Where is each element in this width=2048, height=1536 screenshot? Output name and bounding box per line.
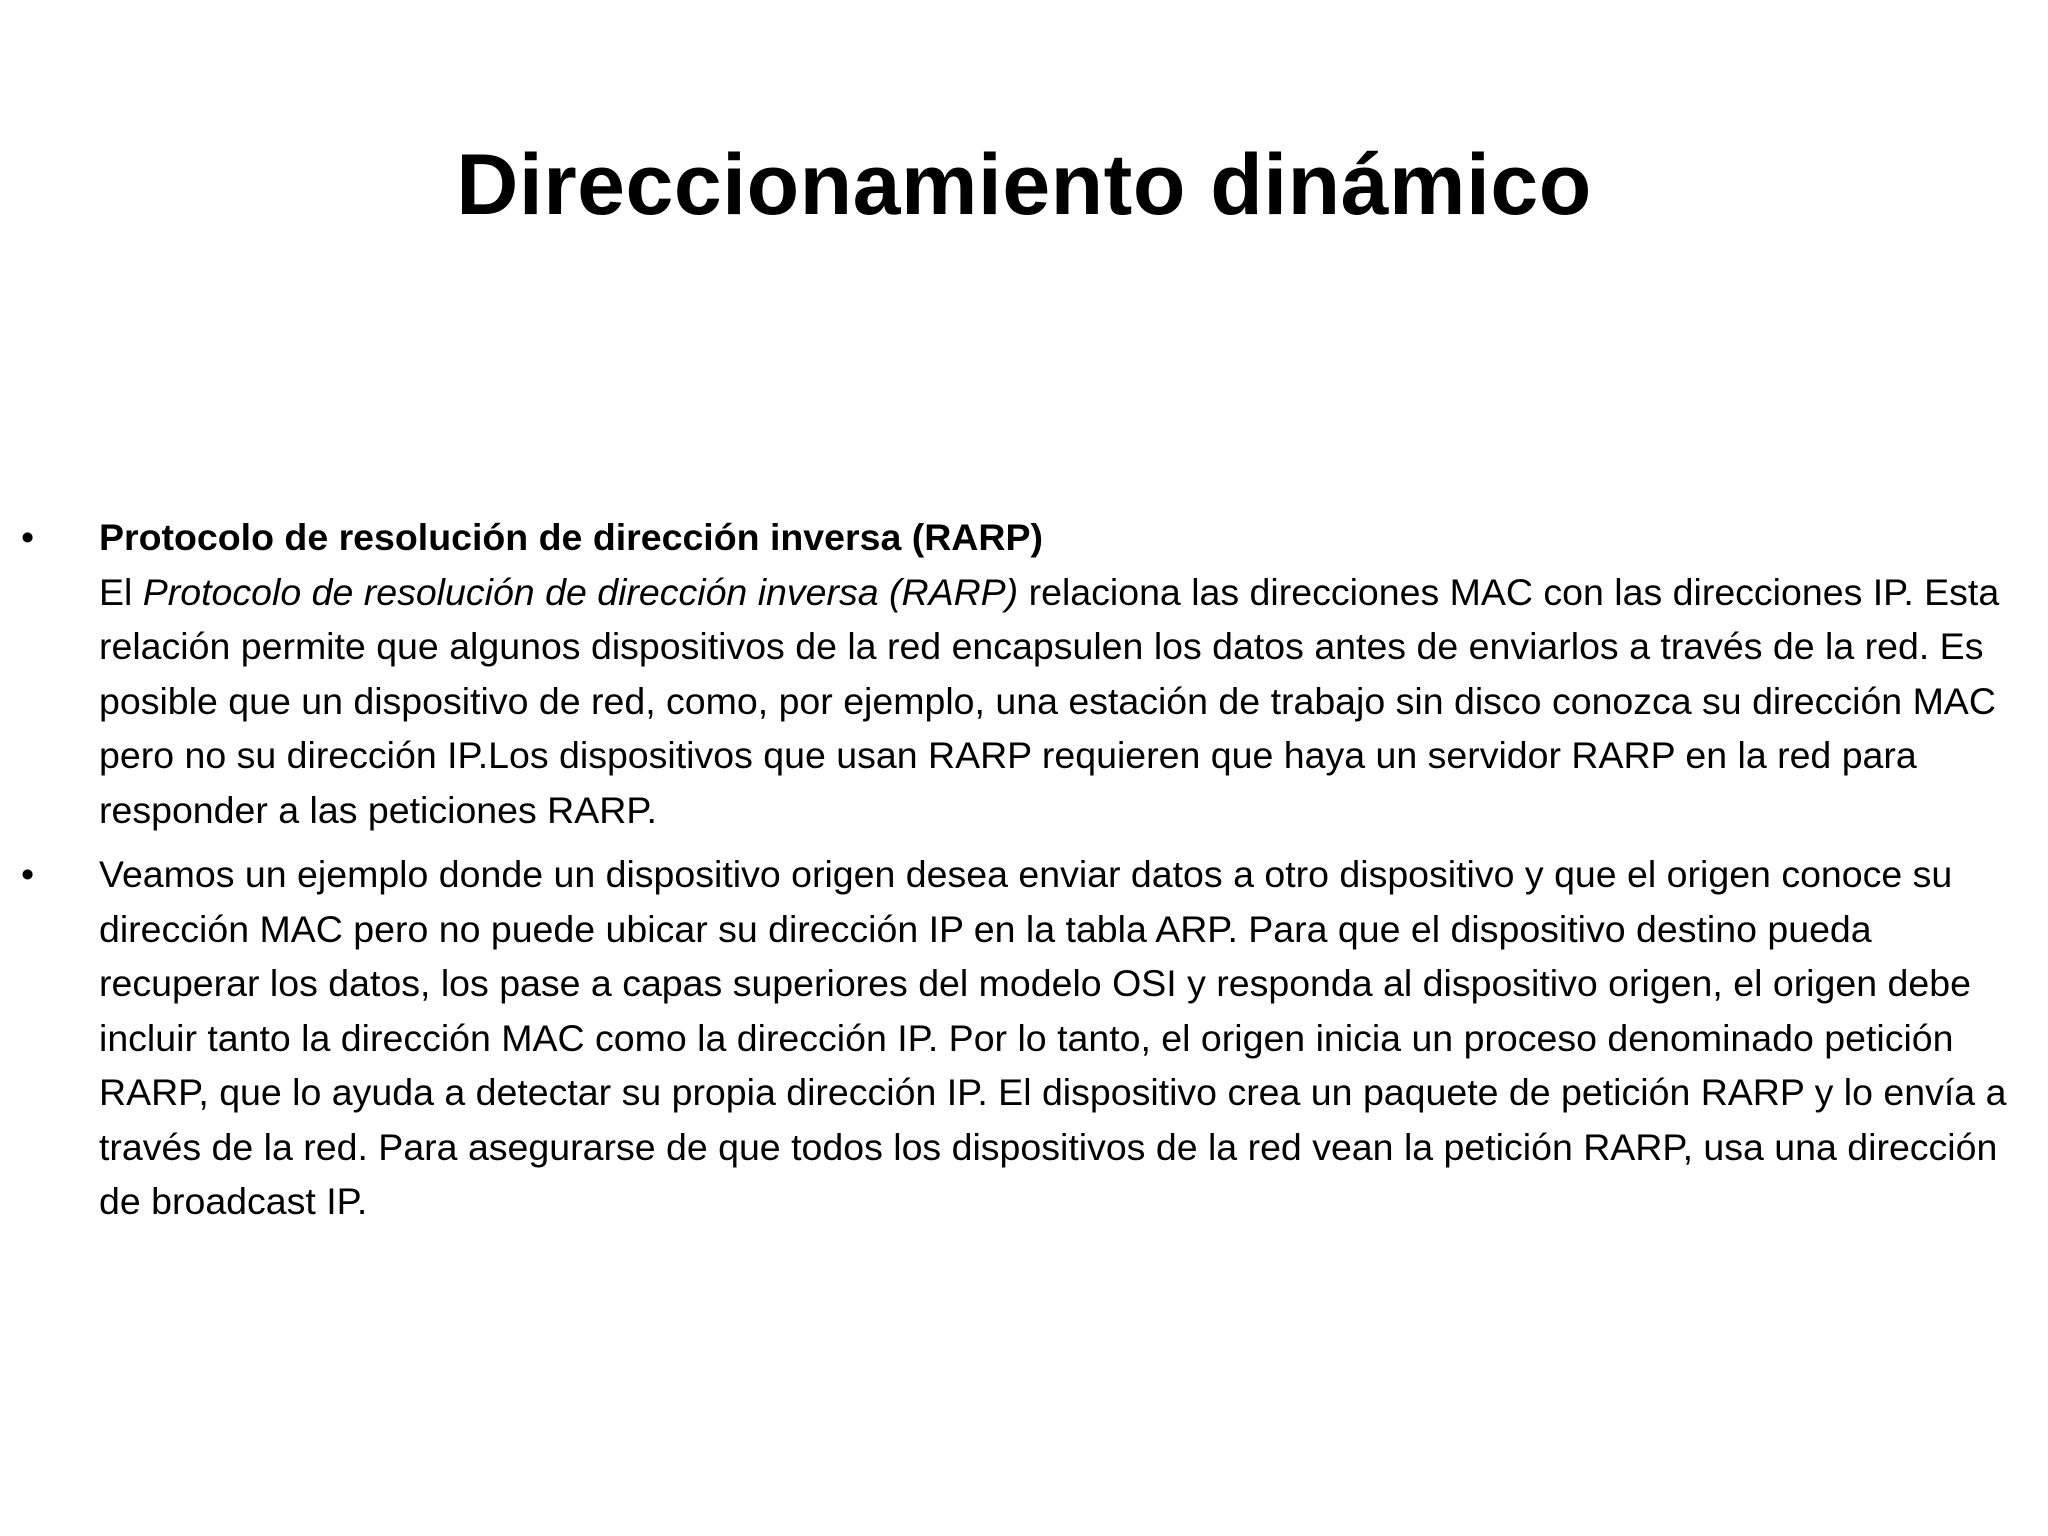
bullet-body-text: Veamos un ejemplo donde un dispositivo origen desea enviar datos a otro dispositivo y que el origen conoce su dirección MAC pero no puede ubicar su dirección IP en la tabla ARP. Para que el dispositivo destino pueda recuperar los datos, los pase a capas superiores del modelo OSI y responda al dispositivo origen, el origen debe incluir tanto la dirección MAC como la dirección IP. Por lo tanto, el origen inicia un proceso denominado petición RARP, que lo ayuda a detectar su propia dirección IP. El dispositivo crea un paquete de petición RARP y lo envía a través de la red. Para asegurarse de que todos los dispositivos de la red vean la petición RARP, usa una dirección de broadcast IP. — [99, 853, 2007, 1222]
bullet-intro-text: El — [99, 570, 143, 613]
bullet-item-example — [0, 847, 2029, 1229]
bullet-term-italic: Protocolo de resolución de dirección inversa (RARP) — [142, 570, 1019, 613]
bullet-item-rarp — [0, 510, 2029, 837]
bullet-heading: Protocolo de resolución de dirección inversa (RARP) — [99, 516, 1043, 558]
bullet-body-text: relaciona las direcciones MAC con las direcciones IP. Esta relación permite que algunos dispositivos de la red encapsulen los datos antes de enviarlos a través de la red. Es posible que un dispositivo de red, como, por ejemplo, una estación de trabajo sin disco conozca su dirección MAC pero no su dirección IP.Los dispositivos que usan RARP requieren que haya un servidor RARP en la red para responder a las peticiones RARP. — [99, 570, 2000, 831]
bullet-icon: • — [21, 853, 35, 895]
slide-body — [0, 510, 2048, 1239]
bullet-icon: • — [21, 516, 35, 558]
slide-title: Direccionamiento dinámico — [456, 137, 1592, 233]
